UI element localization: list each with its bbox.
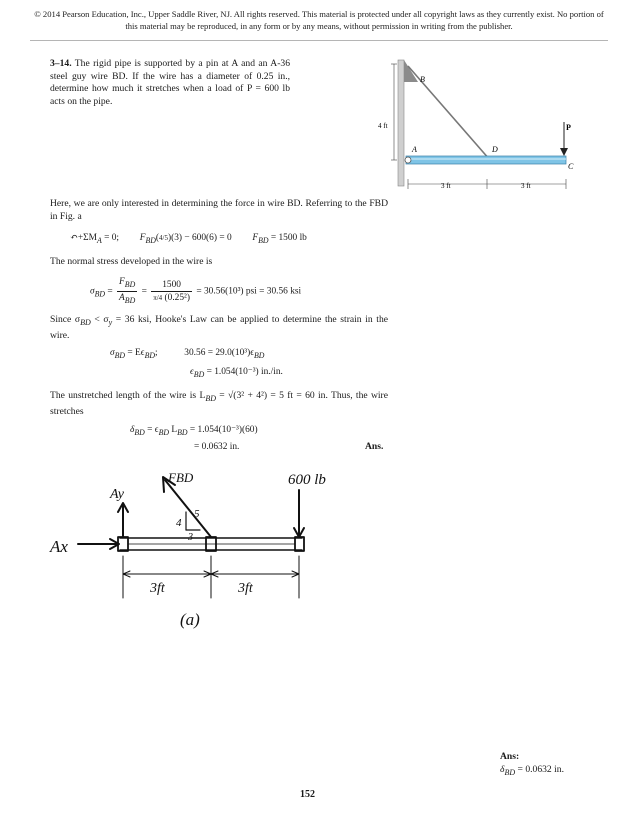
solution-intro: Here, we are only interested in determining the force in wire BD. Referring to the FBD in Fig. a <box>50 198 388 222</box>
label-b: B <box>420 75 425 84</box>
stress-intro: The normal stress developed in the wire is <box>50 256 213 267</box>
final-answer-number: = 0.0632 in. <box>515 764 564 775</box>
length-text: The unstretched length of the wire is $L_{BD} = √(3^2 + 4^2) = 5$ ft = 60 in. Thus, the wire stretches <box>50 390 388 417</box>
dim-height-label: 4 ft <box>378 122 388 130</box>
final-answer <box>500 750 564 779</box>
length-text-a: The unstretched length of the wire is L <box>50 390 206 401</box>
answer-label: Ans. <box>365 441 384 452</box>
label-c: C <box>568 162 574 171</box>
copyright-notice: © 2014 Pearson Education, Inc., Upper Saddle River, NJ. All rights reserved. This material is protected under all copyright laws as they currently exist. No portion of this material may be reproduced, in any form or by any means, without permission in writing from the publisher. <box>34 9 604 31</box>
hooke-eq-e: = Eϵ <box>125 348 145 358</box>
force-result: = 1500 lb <box>268 233 307 243</box>
bracket-b <box>404 60 418 82</box>
fbd-label-ay: Ay <box>110 487 124 502</box>
header-divider <box>30 40 608 41</box>
problem-text: The rigid pipe is supported by a pin at A and an A-36 steel guy wire BD. If the wire has a diameter of 0.25 in., determine how much it stretches when a load of P = 600 lb acts on the pipe. <box>50 58 290 107</box>
delta-eq-value: = 1.054(10⁻³)(60) <box>187 425 258 435</box>
fbd-force-arrow <box>165 480 211 537</box>
fbd-triangle-5: 5 <box>194 508 200 520</box>
hooke-text-b: < σ <box>90 314 109 325</box>
hooke-equation: $\sigma_{BD} = E\epsilon_{BD}$; $30.56 = 29.0(10^3)\epsilon_{BD}$ <box>110 348 265 360</box>
label-d: D <box>492 145 498 154</box>
fbd-node-c <box>295 537 304 551</box>
delta-eq-e: = ϵ <box>144 425 159 435</box>
stress-result: = 30.56(10³) psi = 30.56 ksi <box>196 286 302 297</box>
fbd-dim-right: 3ft <box>238 581 253 596</box>
final-answer-value: $\delta_{BD} = 0.0632$ in. <box>500 764 564 777</box>
label-p: P <box>566 123 571 132</box>
problem-number: 3–14. <box>50 58 72 69</box>
delta-result: = 0.0632 in. <box>194 442 240 452</box>
fbd-label-force: FBD <box>168 470 194 485</box>
hooke-eq-sigma: σ <box>110 348 115 358</box>
moment-equation: $↶+\Sigma M_A = 0$; $F_{BD}(4/5)(3) - 600(6) = 0$ $F_{BD} = 1500$ lb <box>70 233 307 245</box>
stress-den: A <box>119 292 125 303</box>
pipe <box>406 156 566 164</box>
moment-expr: (3) − 600(6) = 0 <box>171 233 232 243</box>
stress-value-num: 1500 <box>151 279 192 292</box>
problem-figure <box>370 52 595 202</box>
length-text-b: = √(3² + 4²) = 5 ft = 60 in. Thus, the wire stretches <box>50 390 388 417</box>
page-number: 152 <box>300 789 315 800</box>
hooke-eq-semicolon: ; <box>155 348 158 358</box>
dim-left-label: 3 ft <box>441 182 451 190</box>
delta-symbol: δ <box>130 425 135 435</box>
problem-statement <box>50 58 290 108</box>
fbd-label-ax: Ax <box>50 537 68 556</box>
free-body-diagram <box>40 460 370 640</box>
hooke-text: Since $\sigma_{BD} < \sigma_y = 36$ ksi, Hooke's Law can be applied to determine the strain in the wire. <box>50 314 389 341</box>
strain-value: = 1.054(10⁻³) in./in. <box>204 367 283 377</box>
load-p-arrowhead <box>560 148 568 156</box>
stress-equation: $\sigma_{BD}$ = $\frac{F_{BD}}{A_{BD}}$ = $\frac{1500}{\text{π/4 (0.25²)}}$ = 30.56(10³) psi = 30.56 ksi <box>90 277 302 305</box>
hooke-text-a: Since σ <box>50 314 81 325</box>
fbd-triangle-4: 4 <box>176 517 182 529</box>
fbd-dim-left: 3ft <box>150 581 165 596</box>
strain-symbol: ϵ <box>190 367 194 377</box>
stress-num: F <box>119 277 125 287</box>
wall <box>398 60 404 186</box>
fbd-triangle-3: 3 <box>188 532 193 543</box>
hooke-text-c: = 36 ksi, Hooke's Law can be applied to determine the strain in the wire. <box>50 314 389 341</box>
final-answer-symbol: δ <box>500 764 505 775</box>
moment-symbol: ↶+ΣM <box>70 233 97 243</box>
final-answer-label: Ans: <box>500 751 520 762</box>
dim-right-label: 3 ft <box>521 182 531 190</box>
fbd-caption: (a) <box>180 610 200 629</box>
fbd-label-load: 600 lb <box>288 472 326 488</box>
pin-a <box>405 157 411 163</box>
stress-value-den: (0.25²) <box>164 292 190 303</box>
delta-eq-l: L <box>169 425 178 435</box>
strain-result: $\epsilon_{BD} = 1.054(10^{-3})$ in./in. <box>190 367 283 379</box>
label-a: A <box>412 145 417 154</box>
delta-equation: $\delta_{BD} = \epsilon_{BD}$ $L_{BD} = 1.054(10^{-3})(60)$ <box>130 425 258 437</box>
hooke-eq-value: 30.56 = 29.0(10³)ϵ <box>184 348 254 358</box>
moment-zero: = 0; <box>101 233 120 243</box>
